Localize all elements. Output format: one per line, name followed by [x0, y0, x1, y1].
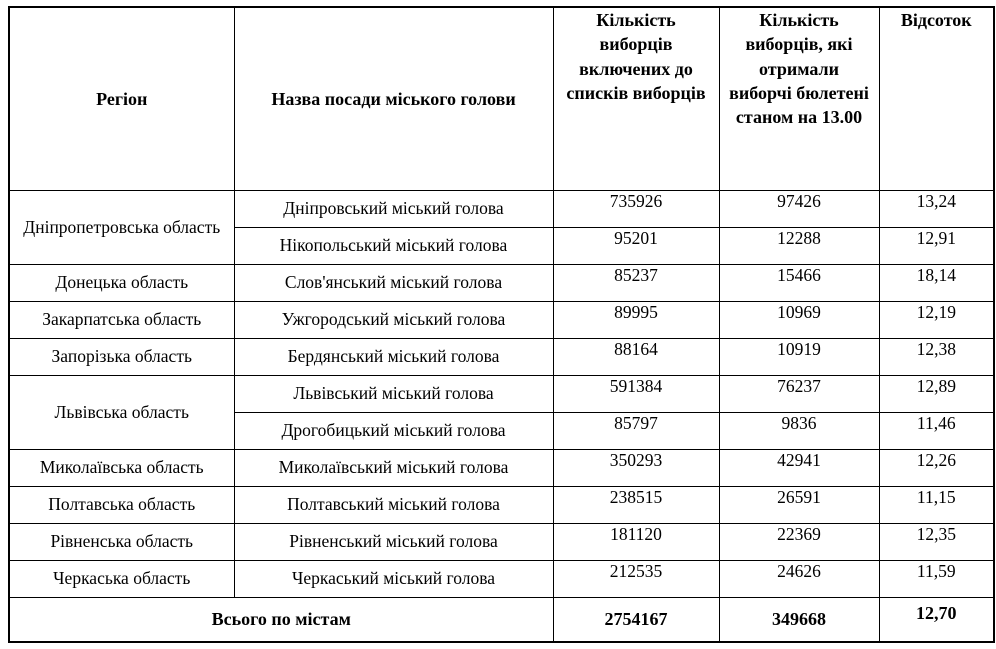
position-cell: Львівський міський голова — [234, 375, 553, 412]
percent-cell: 12,35 — [879, 523, 994, 560]
region-cell: Закарпатська область — [9, 301, 234, 338]
ballots-received-cell: 76237 — [719, 375, 879, 412]
region-cell: Рівненська область — [9, 523, 234, 560]
ballots-received-cell: 24626 — [719, 560, 879, 597]
voters-listed-cell: 95201 — [553, 227, 719, 264]
ballots-received-cell: 9836 — [719, 412, 879, 449]
ballots-received-cell: 10969 — [719, 301, 879, 338]
percent-cell: 13,24 — [879, 190, 994, 227]
table-row — [9, 375, 994, 412]
percent-cell: 12,91 — [879, 227, 994, 264]
ballots-received-cell: 42941 — [719, 449, 879, 486]
table-row — [9, 264, 994, 301]
position-cell: Бердянський міський голова — [234, 338, 553, 375]
ballots-received-cell: 22369 — [719, 523, 879, 560]
percent-cell: 11,46 — [879, 412, 994, 449]
position-cell: Полтавський міський голова — [234, 486, 553, 523]
total-label-cell: Всього по містам — [9, 597, 553, 642]
voters-listed-column-header: Кількість виборців включених до списків виборців — [553, 7, 719, 190]
region-cell: Донецька область — [9, 264, 234, 301]
total-percent-cell: 12,70 — [879, 597, 994, 642]
table-row — [9, 523, 994, 560]
voters-listed-cell: 591384 — [553, 375, 719, 412]
position-cell: Слов'янський міський голова — [234, 264, 553, 301]
ballots-received-cell: 26591 — [719, 486, 879, 523]
percent-cell: 12,89 — [879, 375, 994, 412]
percent-cell: 11,15 — [879, 486, 994, 523]
turnout-table — [8, 6, 995, 643]
percent-cell: 18,14 — [879, 264, 994, 301]
total-ballots-received-cell: 349668 — [719, 597, 879, 642]
ballots-received-cell: 15466 — [719, 264, 879, 301]
position-cell: Черкаський міський голова — [234, 560, 553, 597]
total-voters-listed-cell: 2754167 — [553, 597, 719, 642]
position-cell: Миколаївський міський голова — [234, 449, 553, 486]
percent-cell: 12,38 — [879, 338, 994, 375]
position-cell: Нікопольський міський голова — [234, 227, 553, 264]
region-cell: Черкаська область — [9, 560, 234, 597]
percent-cell: 11,59 — [879, 560, 994, 597]
table-row — [9, 449, 994, 486]
ballots-received-cell: 10919 — [719, 338, 879, 375]
percent-column-header: Відсоток — [879, 7, 994, 190]
position-column-header: Назва посади міського голови — [234, 7, 553, 190]
ballots-received-column-header: Кількість виборців, які отримали виборчі бюлетені станом на 13.00 — [719, 7, 879, 190]
ballots-received-cell: 12288 — [719, 227, 879, 264]
region-cell: Дніпропетровська область — [9, 190, 234, 264]
percent-cell: 12,26 — [879, 449, 994, 486]
header-row — [9, 7, 994, 190]
table-body — [9, 190, 994, 597]
voters-listed-cell: 238515 — [553, 486, 719, 523]
position-cell: Дрогобицький міський голова — [234, 412, 553, 449]
voters-listed-cell: 89995 — [553, 301, 719, 338]
region-cell: Львівська область — [9, 375, 234, 449]
table-row — [9, 486, 994, 523]
voters-listed-cell: 350293 — [553, 449, 719, 486]
voters-listed-cell: 85237 — [553, 264, 719, 301]
region-cell: Миколаївська область — [9, 449, 234, 486]
table-row — [9, 560, 994, 597]
table-row — [9, 338, 994, 375]
region-column-header: Регіон — [9, 7, 234, 190]
voters-listed-cell: 88164 — [553, 338, 719, 375]
voters-listed-cell: 181120 — [553, 523, 719, 560]
table-row — [9, 301, 994, 338]
total-row — [9, 597, 994, 642]
voters-listed-cell: 212535 — [553, 560, 719, 597]
percent-cell: 12,19 — [879, 301, 994, 338]
region-cell: Запорізька область — [9, 338, 234, 375]
table-row — [9, 190, 994, 227]
region-cell: Полтавська область — [9, 486, 234, 523]
voters-listed-cell: 85797 — [553, 412, 719, 449]
position-cell: Рівненський міський голова — [234, 523, 553, 560]
position-cell: Дніпровський міський голова — [234, 190, 553, 227]
ballots-received-cell: 97426 — [719, 190, 879, 227]
position-cell: Ужгородський міський голова — [234, 301, 553, 338]
voters-listed-cell: 735926 — [553, 190, 719, 227]
